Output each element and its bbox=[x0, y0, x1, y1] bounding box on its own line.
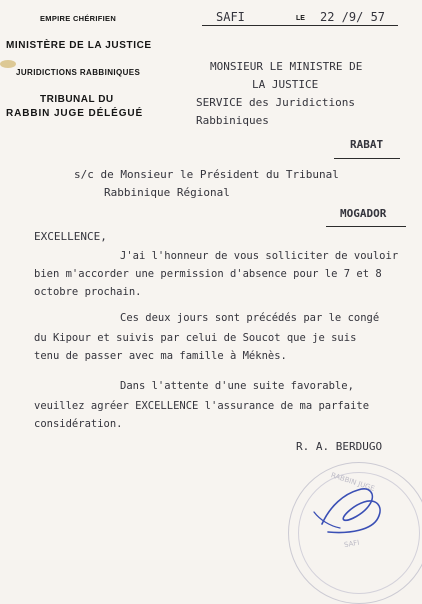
via-city: MOGADOR bbox=[340, 207, 387, 220]
dateline-city: SAFI bbox=[216, 10, 245, 24]
body-p2-line3: tenu de passer avec ma famille à Méknès. bbox=[34, 350, 287, 362]
handwritten-signature bbox=[300, 476, 400, 546]
body-p3-line3: considération. bbox=[34, 418, 123, 430]
body-p2-line1: Ces deux jours sont précédés par le congé bbox=[120, 312, 380, 324]
letterhead-empire: EMPIRE CHÉRIFIEN bbox=[40, 14, 117, 23]
body-p1-line1: J'ai l'honneur de vous solliciter de vouloir bbox=[120, 250, 399, 262]
body-p3-line2: veuillez agréer EXCELLENCE l'assurance de ma parfaite bbox=[34, 400, 370, 412]
via-line2: Rabbinique Régional bbox=[104, 186, 230, 199]
ink-smudge bbox=[0, 60, 16, 68]
letterhead-tribunal-line2: RABBIN JUGE DÉLÉGUÉ bbox=[6, 108, 144, 119]
signature-name: R. A. BERDUGO bbox=[296, 440, 383, 453]
recipient-city-rule bbox=[334, 158, 400, 159]
dateline-date: 22 /9/ 57 bbox=[320, 10, 386, 24]
letterhead-jurisdictions: JURIDICTIONS RABBINIQUES bbox=[16, 68, 141, 77]
recipient-city: RABAT bbox=[350, 138, 384, 151]
recipient-line3: SERVICE des Juridictions bbox=[196, 96, 355, 109]
recipient-line4: Rabbiniques bbox=[196, 114, 269, 127]
via-line1: s/c de Monsieur le Président du Tribunal bbox=[74, 168, 339, 181]
stamp-text-top: RABBIN JUGE bbox=[329, 471, 376, 493]
recipient-line2: LA JUSTICE bbox=[252, 78, 319, 91]
stamp-text-bottom: SAFI bbox=[343, 538, 361, 550]
body-p2-line2: du Kipour et suivis par celui de Soucot que je suis bbox=[34, 332, 357, 344]
body-p1-line2: bien m'accorder une permission d'absence pour le 7 et 8 bbox=[34, 268, 382, 280]
salutation: EXCELLENCE, bbox=[34, 230, 107, 243]
letterhead-ministry: MINISTÈRE DE LA JUSTICE bbox=[6, 40, 152, 51]
dateline-le: LE bbox=[296, 15, 305, 22]
dateline-rule bbox=[202, 25, 398, 26]
body-p3-line1: Dans l'attente d'une suite favorable, bbox=[120, 380, 354, 392]
via-city-rule bbox=[326, 226, 406, 227]
letterhead-tribunal-line1: TRIBUNAL DU bbox=[40, 94, 114, 105]
body-p1-line3: octobre prochain. bbox=[34, 286, 142, 298]
recipient-line1: MONSIEUR LE MINISTRE DE bbox=[210, 60, 363, 73]
